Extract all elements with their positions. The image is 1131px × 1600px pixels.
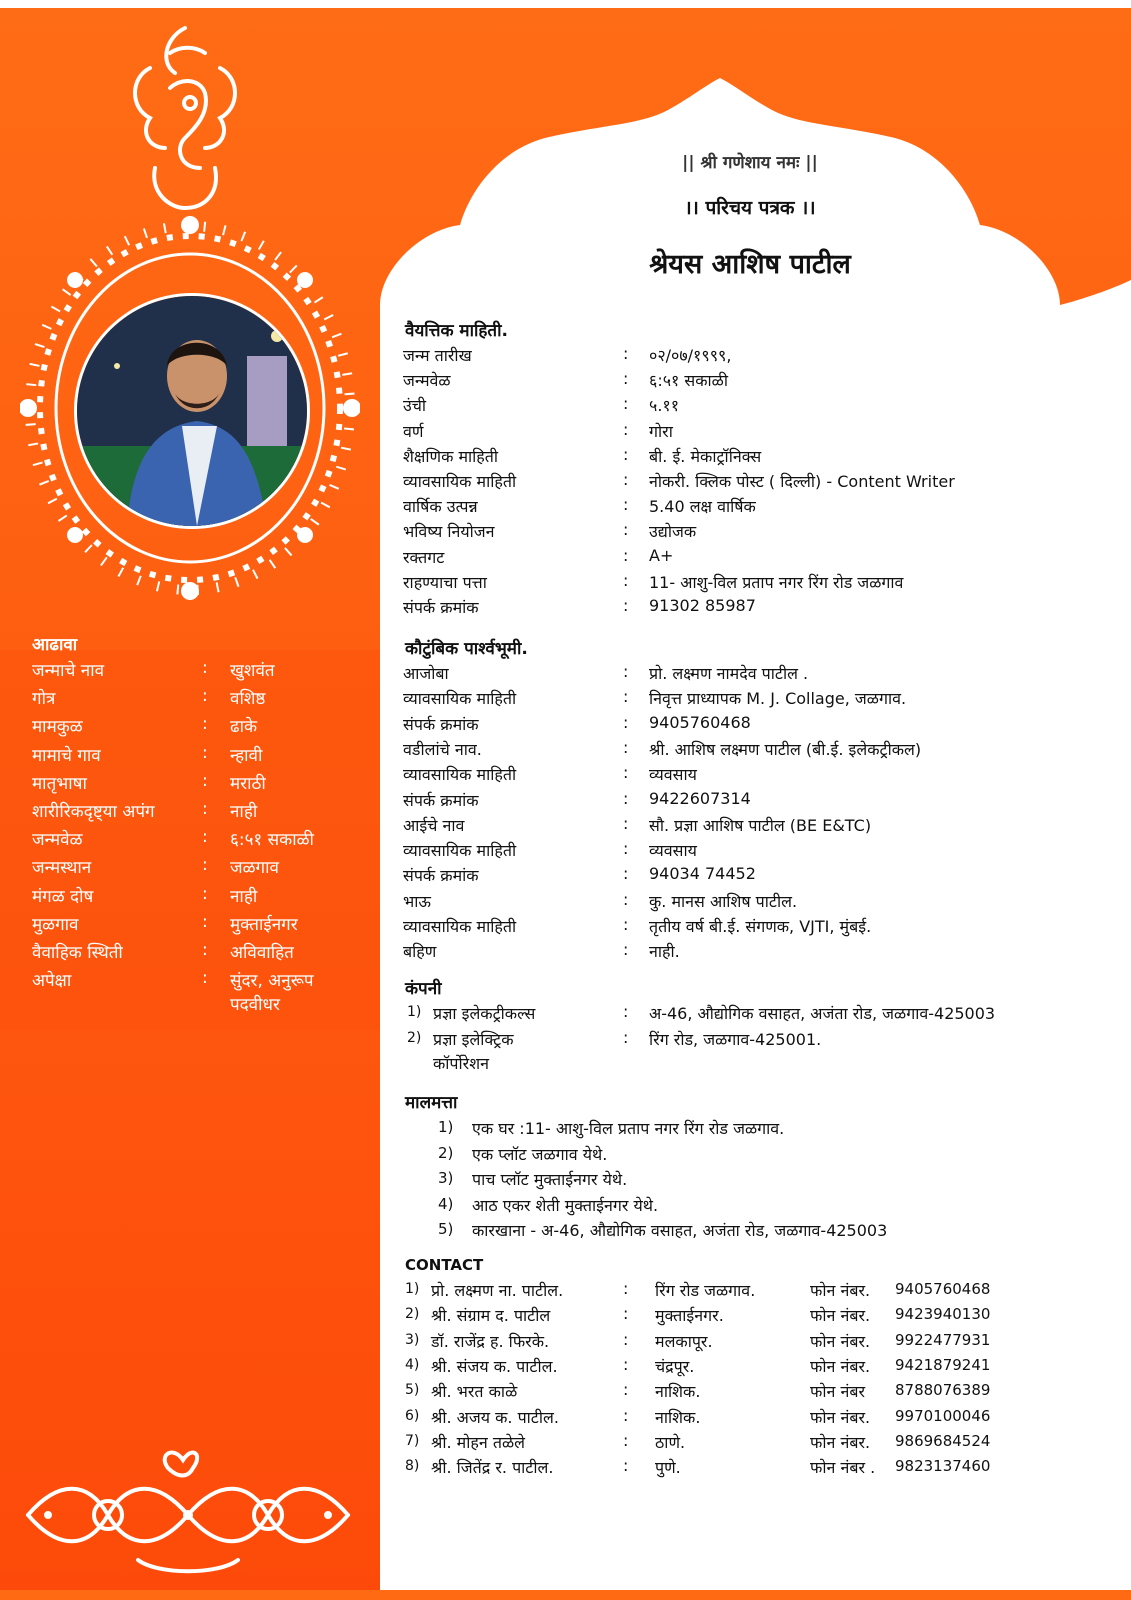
- family-value: सौ. प्रज्ञा आशिष पाटील (BE E&TC): [649, 815, 872, 835]
- family-label: व्यावसायिक माहिती: [403, 689, 517, 709]
- company-name: प्रज्ञा इलेक्ट्रिक: [433, 1030, 514, 1049]
- contact-number: 8): [405, 1458, 420, 1475]
- family-row: [403, 814, 1103, 840]
- personal-row: [403, 420, 1103, 446]
- company-address: रिंग रोड, जळगाव-425001.: [649, 1030, 822, 1049]
- personal-label: भविष्य नियोजन: [403, 522, 495, 542]
- contact-phone-label: फोन नंबर.: [810, 1356, 871, 1376]
- contact-place: ठाणे.: [655, 1432, 686, 1452]
- family-value: 9422607314: [649, 788, 751, 808]
- aadhava-value: ६:५१ सकाळी: [230, 830, 314, 851]
- personal-label: राहण्याचा पत्ता: [403, 572, 487, 592]
- family-row: [403, 915, 1103, 941]
- contact-place: रिंग रोड जळगाव.: [655, 1281, 756, 1300]
- contact-place: चंद्रपूर.: [655, 1356, 695, 1376]
- asset-item: [438, 1194, 1098, 1220]
- aadhava-value: न्हावी: [230, 745, 263, 766]
- family-value: 9405760468: [649, 712, 751, 732]
- aadhava-label: मंगळ दोष: [32, 886, 94, 907]
- aadhava-row: [32, 743, 372, 769]
- personal-row: [403, 445, 1103, 471]
- family-label: वडीलांचे नाव.: [403, 739, 482, 759]
- aadhava-value: मराठी: [230, 773, 266, 794]
- family-value: नाही.: [649, 942, 680, 962]
- aadhava-value: ढाके: [230, 717, 258, 738]
- invocation: || श्री गणेशाय नमः ||: [682, 153, 818, 173]
- family-row: [403, 890, 1103, 916]
- colon-separator: :: [623, 737, 629, 757]
- personal-row: [403, 596, 1103, 622]
- aadhava-row: [32, 799, 372, 825]
- personal-label: जन्म तारीख: [403, 346, 472, 365]
- contact-name: श्री. संजय क. पाटील.: [431, 1356, 558, 1376]
- asset-item: [438, 1143, 1098, 1169]
- contact-phone-label: फोन नंबर.: [810, 1432, 871, 1452]
- contact-number: 4): [405, 1356, 420, 1373]
- aadhava-label: अपेक्षा: [32, 971, 72, 992]
- profile-photo: [74, 293, 310, 529]
- family-label: संपर्क क्रमांक: [403, 790, 479, 810]
- personal-value: नोकरी. क्लिक पोस्ट ( दिल्ली) - Content Writer: [649, 472, 955, 491]
- contact-row: [405, 1456, 1105, 1482]
- asset-item: [438, 1219, 1098, 1245]
- aadhava-row: [32, 686, 372, 712]
- colon-separator: :: [202, 658, 208, 678]
- contact-phone-label: फोन नंबर: [810, 1382, 866, 1402]
- colon-separator: :: [623, 520, 629, 540]
- colon-separator: :: [623, 763, 629, 783]
- contact-number: 2): [405, 1306, 420, 1323]
- company-number: 1): [407, 1004, 422, 1020]
- asset-text: एक घर :11- आशु-विल प्रताप नगर रिंग रोड जळगाव.: [472, 1119, 785, 1138]
- company-row: [403, 1002, 1123, 1028]
- contact-row: [405, 1355, 1105, 1381]
- asset-number: 3): [438, 1169, 454, 1187]
- colon-separator: :: [202, 883, 208, 904]
- colon-separator: :: [623, 344, 629, 363]
- contact-name: श्री. मोहन तळेले: [431, 1432, 525, 1452]
- contact-phone-label: फोन नंबर .: [810, 1458, 876, 1478]
- personal-label: जन्मवेळ: [403, 371, 451, 391]
- aadhava-row: [32, 658, 372, 684]
- company-name-line2: कॉर्पोरेशन: [433, 1054, 489, 1073]
- family-label: बहिण: [403, 942, 437, 962]
- family-value: तृतीय वर्ष बी.ई. संगणक, VJTI, मुंबई.: [649, 917, 872, 936]
- colon-separator: :: [623, 813, 629, 833]
- personal-label: उंची: [403, 396, 427, 416]
- personal-value: उद्योजक: [649, 522, 697, 542]
- aadhava-value: मुक्ताईनगर: [230, 914, 298, 935]
- contact-place: मलकापूर.: [655, 1331, 713, 1351]
- colon-separator: :: [623, 596, 629, 615]
- aadhava-label: मामकुळ: [32, 717, 83, 738]
- company-name: प्रज्ञा इलेकट्रीकल्स: [433, 1004, 536, 1023]
- personal-row: [403, 520, 1103, 546]
- personal-label: शैक्षणिक माहिती: [403, 446, 499, 466]
- family-value: 94034 74452: [649, 864, 756, 884]
- colon-separator: :: [623, 1002, 629, 1021]
- aadhava-value-line2: पदवीधर: [230, 995, 280, 1016]
- colon-separator: :: [202, 855, 208, 876]
- colon-separator: :: [623, 687, 629, 707]
- contact-row: [405, 1406, 1105, 1432]
- asset-text: आठ एकर शेती मुक्ताईनगर येथे.: [472, 1195, 659, 1215]
- contact-phone-label: फोन नंबर.: [810, 1281, 871, 1300]
- asset-item: [438, 1117, 1098, 1143]
- contact-place: पुणे.: [655, 1458, 681, 1478]
- family-row: [403, 789, 1103, 815]
- asset-item: [438, 1168, 1098, 1194]
- colon-separator: :: [623, 1405, 629, 1425]
- contact-name: प्रो. लक्ष्मण ना. पाटील.: [431, 1281, 564, 1300]
- colon-separator: :: [202, 770, 208, 791]
- family-label: व्यावसायिक माहिती: [403, 917, 517, 936]
- asset-number: 4): [438, 1194, 454, 1213]
- personal-value: 5.40 लक्ष वार्षिक: [649, 497, 756, 517]
- colon-separator: :: [623, 940, 629, 960]
- asset-text: पाच प्लॉट मुक्ताईनगर येथे.: [472, 1170, 628, 1189]
- contact-place: नाशिक.: [655, 1407, 701, 1427]
- family-label: भाऊ: [403, 891, 431, 911]
- contact-phone: 9922477931: [895, 1330, 991, 1349]
- contact-phone-label: फोन नंबर.: [810, 1331, 871, 1351]
- family-heading: कौटुंबिक पार्श्वभूमी.: [405, 639, 528, 659]
- colon-separator: :: [623, 712, 629, 732]
- aadhava-label: मुळगाव: [32, 914, 79, 935]
- family-row: [403, 687, 1103, 713]
- family-value: कु. मानस आशिष पाटील.: [649, 891, 798, 911]
- asset-number: 5): [438, 1220, 454, 1238]
- personal-row: [403, 470, 1103, 496]
- contact-phone: 9423940130: [895, 1305, 991, 1324]
- colon-separator: :: [623, 788, 629, 808]
- personal-label: व्यावसायिक माहिती: [403, 472, 517, 491]
- family-label: आईचे नाव: [403, 815, 465, 835]
- aadhava-label: जन्मस्थान: [32, 858, 92, 879]
- personal-value: 11- आशु-विल प्रताप नगर रिंग रोड जळगाव: [649, 572, 904, 592]
- contact-number: 6): [405, 1407, 420, 1424]
- person-name: श्रेयस आशिष पाटील: [649, 249, 851, 280]
- aadhava-value: वशिष्ठ: [230, 689, 266, 710]
- colon-separator: :: [202, 742, 208, 763]
- assets-heading: मालमत्ता: [405, 1093, 458, 1113]
- aadhava-value: नाही: [230, 802, 258, 822]
- family-row: [403, 713, 1103, 739]
- company-number: 2): [407, 1030, 422, 1046]
- aadhava-value: जळगाव: [230, 858, 279, 879]
- colon-separator: :: [623, 470, 629, 489]
- contact-row: [405, 1304, 1105, 1330]
- personal-row: [403, 495, 1103, 521]
- contact-name: श्री. अजय क. पाटील.: [431, 1407, 559, 1427]
- personal-heading: वैयत्तिक माहिती.: [405, 321, 508, 341]
- aadhava-label: वैवाहिक स्थिती: [32, 943, 123, 963]
- contact-phone-label: फोन नंबर.: [810, 1407, 871, 1427]
- aadhava-row: [32, 827, 372, 853]
- colon-separator: :: [623, 369, 629, 389]
- personal-label: वार्षिक उत्पन्न: [403, 497, 478, 517]
- family-label: आजोबा: [403, 664, 449, 683]
- contact-row: [405, 1279, 1105, 1305]
- personal-row: [403, 344, 1103, 370]
- colon-separator: :: [623, 1354, 629, 1374]
- colon-separator: :: [623, 1380, 629, 1400]
- contact-number: 7): [405, 1432, 420, 1449]
- personal-label: वर्ण: [403, 421, 424, 441]
- contact-phone: 9421879241: [895, 1355, 991, 1374]
- colon-separator: :: [623, 1329, 629, 1349]
- colon-separator: :: [623, 545, 629, 565]
- personal-value: गोरा: [649, 421, 673, 441]
- family-row: [403, 940, 1103, 966]
- family-row: [403, 839, 1103, 865]
- aadhava-row: [32, 714, 372, 740]
- family-value: व्यवसाय: [649, 841, 697, 861]
- contact-name: डॉ. राजेंद्र ह. फिरके.: [431, 1331, 550, 1351]
- family-value: निवृत्त प्राध्यापक M. J. Collage, जळगाव.: [649, 689, 907, 709]
- aadhava-value: नाही: [230, 886, 258, 907]
- aadhava-label: जन्मवेळ: [32, 830, 83, 851]
- aadhava-label: मातृभाषा: [32, 773, 87, 794]
- colon-separator: :: [623, 864, 629, 884]
- colon-separator: :: [202, 799, 208, 819]
- personal-label: रक्तगट: [403, 547, 445, 567]
- contact-phone: 9823137460: [895, 1457, 991, 1476]
- personal-value: 91302 85987: [649, 596, 756, 615]
- contact-row: [405, 1380, 1105, 1406]
- asset-number: 2): [438, 1143, 454, 1162]
- colon-separator: :: [202, 911, 208, 932]
- aadhava-row: [32, 771, 372, 797]
- aadhava-row: [32, 884, 372, 910]
- aadhava-label: शारीरिकदृष्ट्या अपंग: [32, 802, 155, 822]
- personal-row: [403, 394, 1103, 420]
- contact-phone: 9405760468: [895, 1280, 991, 1298]
- colon-separator: :: [623, 1304, 629, 1324]
- aadhava-row: [32, 855, 372, 881]
- personal-value: ५.११: [649, 396, 680, 416]
- floral-border: [18, 1420, 358, 1580]
- colon-separator: :: [623, 444, 629, 464]
- family-value: प्रो. लक्ष्मण नामदेव पाटील .: [649, 664, 809, 683]
- personal-row: [403, 571, 1103, 597]
- family-label: व्यावसायिक माहिती: [403, 765, 517, 785]
- aadhava-heading: आढावा: [32, 635, 78, 655]
- colon-separator: :: [623, 419, 629, 439]
- personal-row: [403, 546, 1103, 572]
- company-address: अ-46, औद्योगिक वसाहत, अजंता रोड, जळगाव-425003: [649, 1004, 996, 1023]
- personal-row: [403, 369, 1103, 395]
- colon-separator: :: [623, 1430, 629, 1450]
- family-value: श्री. आशिष लक्ष्मण पाटील (बी.ई. इलेकट्रीकल): [649, 739, 922, 759]
- colon-separator: :: [623, 1028, 629, 1047]
- company-heading: कंपनी: [405, 979, 442, 999]
- colon-separator: :: [623, 662, 629, 681]
- colon-separator: :: [202, 827, 208, 848]
- contact-number: 5): [405, 1382, 420, 1399]
- family-label: संपर्क क्रमांक: [403, 714, 479, 734]
- aadhava-label: मामाचे गाव: [32, 745, 101, 766]
- colon-separator: :: [623, 915, 629, 934]
- colon-separator: :: [202, 968, 208, 989]
- company-row: [403, 1028, 1123, 1073]
- family-row: [403, 864, 1103, 890]
- aadhava-row: [32, 968, 372, 1016]
- contact-place: नाशिक.: [655, 1382, 701, 1402]
- aadhava-label: गोत्र: [32, 689, 56, 710]
- personal-value: ०२/०७/१९९९,: [649, 346, 732, 365]
- family-label: संपर्क क्रमांक: [403, 866, 479, 886]
- asset-number: 1): [438, 1118, 454, 1136]
- colon-separator: :: [623, 1279, 629, 1298]
- colon-separator: :: [623, 394, 629, 414]
- contact-heading: CONTACT: [405, 1256, 484, 1274]
- family-label: व्यावसायिक माहिती: [403, 841, 517, 861]
- aadhava-value: अविवाहित: [230, 943, 294, 963]
- contact-number: 1): [405, 1281, 420, 1297]
- colon-separator: :: [623, 889, 629, 909]
- contact-number: 3): [405, 1331, 420, 1348]
- contact-row: [405, 1330, 1105, 1356]
- colon-separator: :: [202, 940, 208, 960]
- colon-separator: :: [202, 714, 208, 735]
- colon-separator: :: [623, 839, 629, 859]
- asset-text: एक प्लॉट जळगाव येथे.: [472, 1144, 608, 1164]
- ganesha-icon: [110, 18, 260, 218]
- aadhava-value: खुशवंत: [230, 661, 275, 681]
- family-row: [403, 763, 1103, 789]
- contact-row: [405, 1431, 1105, 1457]
- contact-phone: 9970100046: [895, 1406, 991, 1425]
- asset-text: कारखाना - अ-46, औद्योगिक वसाहत, अजंता रोड, जळगाव-425003: [472, 1221, 888, 1240]
- colon-separator: :: [202, 686, 208, 707]
- colon-separator: :: [623, 570, 629, 590]
- personal-value: बी. ई. मेकाट्रॉनिक्स: [649, 446, 762, 466]
- aadhava-value: सुंदर, अनुरूप: [230, 971, 314, 992]
- aadhava-label: जन्माचे नाव: [32, 661, 105, 681]
- family-row: [403, 738, 1103, 764]
- contact-phone-label: फोन नंबर.: [810, 1306, 871, 1326]
- family-value: व्यवसाय: [649, 765, 697, 785]
- colon-separator: :: [623, 1456, 629, 1476]
- contact-place: मुक्ताईनगर.: [655, 1306, 724, 1326]
- contact-phone: 9869684524: [895, 1431, 991, 1450]
- document-title: ।। परिचय पत्रक ।।: [684, 197, 816, 219]
- family-row: [403, 662, 1103, 688]
- personal-value: A+: [649, 545, 674, 565]
- personal-label: संपर्क क्रमांक: [403, 598, 479, 617]
- aadhava-row: [32, 912, 372, 938]
- contact-phone: 8788076389: [895, 1381, 991, 1400]
- contact-name: श्री. भरत काळे: [431, 1382, 518, 1402]
- colon-separator: :: [623, 495, 629, 515]
- contact-name: श्री. संग्राम द. पाटील: [431, 1306, 551, 1326]
- personal-value: ६:५१ सकाळी: [649, 371, 728, 391]
- aadhava-row: [32, 940, 372, 966]
- contact-name: श्री. जितेंद्र र. पाटील.: [431, 1458, 554, 1478]
